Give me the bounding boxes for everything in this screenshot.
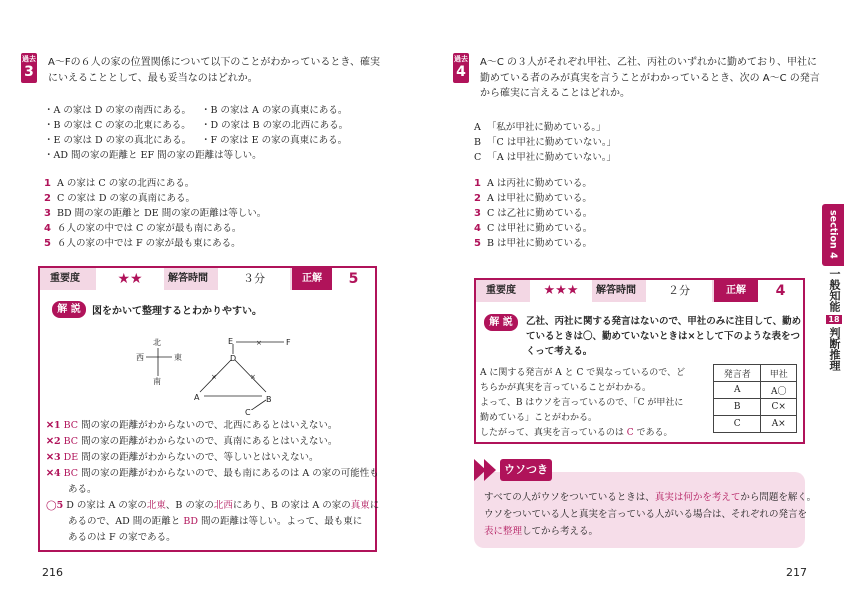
choice-item[interactable] bbox=[474, 236, 592, 251]
note-mark: ◯5 bbox=[46, 500, 64, 511]
badge-number: 3 bbox=[24, 64, 34, 80]
note-text: にあり、B の家は A の家の bbox=[232, 500, 351, 511]
topic-label: 判断推理 bbox=[828, 327, 841, 371]
table-cell: A bbox=[714, 382, 761, 399]
table-cell: A× bbox=[761, 416, 797, 433]
time-label: 解答時間 bbox=[168, 273, 208, 284]
choice-item[interactable] bbox=[44, 221, 266, 236]
question-line: から確実に言えることはどれか。 bbox=[480, 88, 630, 99]
choice-item[interactable] bbox=[44, 176, 266, 191]
explain-heading bbox=[526, 314, 801, 359]
question-line: A～Fの６人の家の位置関係について以下のことがわかっているとき、確実 bbox=[48, 57, 380, 68]
condition: ・F の家は E の家の真東にある。 bbox=[201, 135, 348, 146]
subject-tab bbox=[826, 268, 842, 371]
choice-number: 3 bbox=[474, 208, 481, 219]
body-line: よって、B はウソを言っているので、「C が甲社に bbox=[480, 398, 684, 408]
choice-number: 1 bbox=[44, 178, 51, 189]
explain-pill: 解 説 bbox=[484, 314, 518, 331]
answer-value: 4 bbox=[758, 280, 803, 302]
question-badge-right bbox=[453, 53, 469, 83]
tick-mark: × bbox=[211, 373, 217, 381]
body-line: A に関する発言が A と C で異なっているので、ど bbox=[480, 368, 686, 378]
page-number-right: 217 bbox=[786, 566, 807, 579]
choice-item[interactable] bbox=[474, 176, 592, 191]
condition: ・E の家は D の家の真北にある。 bbox=[44, 135, 192, 146]
choice-number: 4 bbox=[474, 223, 481, 234]
tip-title: ウソつき bbox=[500, 459, 552, 481]
question-text-left bbox=[48, 55, 383, 86]
label-a: A bbox=[194, 393, 200, 402]
importance-stars: ★★ bbox=[96, 268, 164, 290]
note-text: 間の家の距離がわからないので、最も南にあるのは A の家の可能性も bbox=[81, 468, 379, 479]
table-row bbox=[714, 399, 797, 416]
choice-text: B は甲社に勤めている。 bbox=[487, 238, 593, 249]
note-text: 間の家の距離がわからないので、北西にあるとはいえない。 bbox=[81, 420, 338, 431]
table-cell: B bbox=[714, 399, 761, 416]
choice-text: C は乙社に勤めている。 bbox=[487, 208, 593, 219]
body-line: ちらかが真実を言っていることがわかる。 bbox=[480, 383, 652, 393]
answer-panel-right bbox=[474, 278, 805, 444]
importance-stars: ★★★ bbox=[530, 280, 592, 302]
section-label: section 4 bbox=[827, 210, 839, 259]
question-line: 勤めている者のみが真実を言うことがわかっているとき、次の A～C の発言 bbox=[480, 72, 820, 84]
tip-text: してから考える。 bbox=[522, 526, 599, 537]
note-text: 間の家の距離がわからないので、等しいとはいえない。 bbox=[81, 452, 319, 463]
explain-heading-line: ているときは〇、勤めていないときは×として下のような表をつ bbox=[526, 331, 800, 342]
note-key: BC bbox=[63, 468, 79, 479]
choice-item[interactable] bbox=[474, 221, 592, 236]
compass-n: 北 bbox=[153, 338, 161, 347]
explanation-notes bbox=[46, 418, 379, 546]
question-line: にいえることとして、最も妥当なのはどれか。 bbox=[48, 72, 258, 84]
choice-text: ６人の家の中では C の家が最も南にある。 bbox=[57, 223, 242, 234]
panel-header bbox=[476, 280, 803, 302]
choice-number: 5 bbox=[474, 238, 481, 249]
time-label: 解答時間 bbox=[596, 285, 636, 296]
choice-number: 1 bbox=[474, 178, 481, 189]
explain-pill: 解 説 bbox=[52, 301, 86, 318]
statement-speaker: B bbox=[474, 137, 481, 148]
note-continuation: ある。 bbox=[68, 484, 97, 495]
section-tab bbox=[822, 204, 844, 266]
label-f: F bbox=[286, 338, 291, 347]
question-text-right bbox=[480, 55, 820, 102]
choice-item[interactable] bbox=[474, 191, 592, 206]
truth-table bbox=[713, 364, 797, 433]
condition: ・B の家は A の家の真東にある。 bbox=[201, 105, 348, 116]
choice-item[interactable] bbox=[44, 191, 266, 206]
choice-text: A は甲社に勤めている。 bbox=[487, 193, 592, 204]
choice-number: 2 bbox=[474, 193, 481, 204]
condition: ・AD 間の家の距離と EF 間の家の距離は等しい。 bbox=[44, 150, 262, 161]
body-line bbox=[480, 426, 685, 441]
label-b: B bbox=[266, 395, 272, 404]
note-text: 、B の家の bbox=[165, 500, 214, 511]
note-line bbox=[46, 514, 379, 530]
note-item bbox=[46, 466, 379, 482]
subject-label: 一般知能 bbox=[828, 268, 841, 312]
choice-text: A は丙社に勤めている。 bbox=[487, 178, 592, 189]
choice-text: A の家は C の家の北西にある。 bbox=[57, 178, 195, 189]
statement-item bbox=[474, 150, 616, 165]
statement-speaker: C bbox=[474, 152, 482, 163]
note-text: D の家は A の家の bbox=[66, 500, 147, 511]
tick-mark: × bbox=[256, 339, 262, 347]
note-mark: ✕4 bbox=[46, 468, 61, 479]
choice-number: 3 bbox=[44, 208, 51, 219]
statement-text: 「C は甲社に勤めていない。」 bbox=[487, 137, 617, 148]
tip-key: 表に整理 bbox=[484, 526, 523, 537]
note-key: 真東 bbox=[350, 500, 370, 511]
badge-label: 過去 bbox=[454, 55, 468, 63]
choice-text: ６人の家の中では F の家が最も東にある。 bbox=[57, 238, 241, 249]
compass-s: 南 bbox=[153, 377, 161, 386]
choice-text: C の家は D の家の真南にある。 bbox=[57, 193, 195, 204]
tip-body bbox=[484, 489, 816, 540]
statement-item bbox=[474, 120, 616, 135]
edge-bc bbox=[250, 400, 266, 410]
compass-e: 東 bbox=[174, 353, 182, 362]
choice-number: 5 bbox=[44, 238, 51, 249]
question-badge-left bbox=[21, 53, 37, 83]
question-line: A～C の３人がそれぞれ甲社、乙社、丙社のいずれかに勤めており、甲社に bbox=[480, 57, 818, 68]
explain-heading: 図をかいて整理するとわかりやすい。 bbox=[92, 306, 262, 317]
answer-label: 正解 bbox=[292, 268, 332, 290]
choice-text: C は甲社に勤めている。 bbox=[487, 223, 593, 234]
note-key: BD bbox=[183, 516, 198, 527]
note-mark: ✕1 bbox=[46, 420, 61, 431]
statement-list bbox=[474, 120, 616, 165]
badge-number: 4 bbox=[456, 64, 466, 80]
note-key: DE bbox=[63, 452, 79, 463]
label-d: D bbox=[230, 354, 237, 363]
importance-label: 重要度 bbox=[486, 285, 516, 296]
importance-label: 重要度 bbox=[50, 273, 80, 284]
note-text: に bbox=[369, 500, 380, 511]
page-number-left: 216 bbox=[42, 566, 63, 579]
choice-list-right bbox=[474, 176, 592, 251]
note-text: 間の距離は等しい。よって、最も東に bbox=[197, 516, 363, 527]
tip-text: すべての人がウソをついているときは、 bbox=[484, 492, 655, 503]
time-value: ２分 bbox=[646, 280, 712, 302]
note-mark: ✕3 bbox=[46, 452, 61, 463]
note-key: BC bbox=[63, 436, 79, 447]
choice-number: 2 bbox=[44, 193, 51, 204]
tip-line bbox=[484, 523, 816, 540]
explanation-body bbox=[480, 366, 685, 441]
explain-heading-line: 乙社、丙社に関する発言はないので、甲社のみに注目して、勤め bbox=[526, 316, 802, 327]
condition: ・D の家は B の家の北西にある。 bbox=[201, 120, 349, 131]
choice-list-left bbox=[44, 176, 266, 251]
answer-label: 正解 bbox=[714, 280, 758, 302]
time-value: ３分 bbox=[218, 268, 290, 290]
explain-heading-line: くって考える。 bbox=[526, 346, 593, 357]
table-cell: C bbox=[714, 416, 761, 433]
choice-item[interactable] bbox=[44, 206, 266, 221]
panel-header bbox=[40, 268, 375, 290]
answer-panel-left bbox=[38, 266, 380, 552]
note-line: あるのは F の家である。 bbox=[68, 532, 176, 543]
note-item bbox=[46, 434, 379, 450]
chapter-number: 18 bbox=[826, 315, 842, 324]
tick-mark: × bbox=[250, 373, 256, 381]
choice-item[interactable] bbox=[474, 206, 592, 221]
table-header: 発言者 bbox=[714, 365, 761, 382]
body-text: である。 bbox=[636, 428, 673, 438]
choice-number: 4 bbox=[44, 223, 51, 234]
compass-w: 西 bbox=[136, 353, 144, 362]
body-text: したがって、真実を言っているのは bbox=[480, 428, 624, 438]
table-row bbox=[714, 416, 797, 433]
note-item bbox=[46, 450, 379, 466]
note-key: 北西 bbox=[213, 500, 233, 511]
statement-text: 「私が甲社に勤めている。」 bbox=[486, 122, 606, 133]
body-line: 勤めている」ことがわかる。 bbox=[480, 413, 598, 423]
condition: ・A の家は D の家の南西にある。 bbox=[44, 105, 192, 116]
table-cell: A〇 bbox=[761, 382, 797, 399]
table-header: 甲社 bbox=[761, 365, 797, 382]
label-c: C bbox=[245, 408, 251, 417]
tip-line bbox=[484, 489, 816, 506]
tip-key: 真実は何かを考えて bbox=[654, 492, 741, 503]
choice-item[interactable] bbox=[44, 236, 266, 251]
tip-text: から問題を解く。 bbox=[740, 492, 817, 503]
statement-text: 「A は甲社に勤めていない。」 bbox=[487, 152, 616, 163]
note-text: あるので、AD 間の距離と bbox=[68, 516, 181, 527]
note-key: 北東 bbox=[146, 500, 166, 511]
note-text: 間の家の距離がわからないので、真南にあるとはいえない。 bbox=[81, 436, 338, 447]
tip-line: ウソをついている人と真実を言っている人がいる場合は、それぞれの発言を bbox=[484, 509, 808, 520]
table-header-row bbox=[714, 365, 797, 382]
body-key: C bbox=[626, 428, 634, 438]
position-diagram bbox=[40, 320, 379, 410]
choice-text: BD 間の家の距離と DE 間の家の距離は等しい。 bbox=[57, 208, 267, 219]
note-mark: ✕2 bbox=[46, 436, 61, 447]
table-row bbox=[714, 382, 797, 399]
note-item bbox=[46, 418, 379, 434]
label-e: E bbox=[228, 337, 234, 346]
statement-speaker: A bbox=[474, 122, 481, 133]
table-cell: C× bbox=[761, 399, 797, 416]
note-item bbox=[46, 498, 379, 514]
statement-item bbox=[474, 135, 616, 150]
condition: ・B の家は C の家の北東にある。 bbox=[44, 120, 191, 131]
badge-label: 過去 bbox=[22, 55, 36, 63]
answer-value: 5 bbox=[332, 268, 375, 290]
note-key: BC bbox=[63, 420, 79, 431]
